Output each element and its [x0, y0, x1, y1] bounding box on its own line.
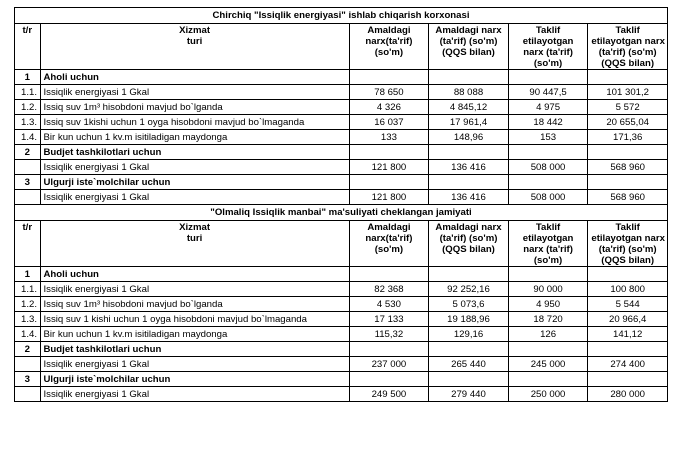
header-line: Xizmat: [179, 25, 211, 36]
row-service-name: Issiq suv 1kishi uchun 1 oyga hisobdoni mavjud bo`lmaganda: [40, 115, 349, 130]
section-name: Aholi uchun: [40, 70, 349, 85]
tariff-table: [14, 7, 668, 402]
header-line: (ta'rif) (so'm): [439, 36, 498, 47]
header-line: Taklif: [615, 222, 640, 233]
section-number: 1: [15, 70, 41, 85]
row-value: 171,36: [588, 130, 668, 145]
row-value: 17 133: [349, 312, 429, 327]
table-row: [15, 130, 668, 145]
row-service-name: Issiqlik energiyasi 1 Gkal: [40, 160, 349, 175]
row-value: 148,96: [429, 130, 509, 145]
row-index: 1.3.: [15, 312, 41, 327]
row-value: 129,16: [429, 327, 509, 342]
row-index: 1.3.: [15, 115, 41, 130]
empty-cell: [349, 175, 429, 190]
header-c5: [508, 221, 588, 267]
row-index: 1.1.: [15, 85, 41, 100]
header-line: narx(ta'rif): [365, 233, 413, 244]
row-value: 250 000: [508, 387, 588, 402]
empty-cell: [429, 175, 509, 190]
header-line: t/r: [22, 222, 33, 233]
table-title: "Olmaliq Issiqlik manbai" ma'suliyati cheklangan jamiyati: [15, 205, 668, 221]
row-value: 121 800: [349, 190, 429, 205]
header-service: [40, 221, 349, 267]
tariff-document: [14, 7, 668, 402]
header-line: (ta'rif) (so'm): [598, 47, 657, 58]
header-line: Amaldagi: [367, 25, 411, 36]
section-number: 2: [15, 342, 41, 357]
header-c6: [588, 24, 668, 70]
header-line: turi: [186, 36, 203, 47]
row-index: [15, 357, 41, 372]
row-index: 1.4.: [15, 130, 41, 145]
row-value: 141,12: [588, 327, 668, 342]
row-value: 18 720: [508, 312, 588, 327]
header-line: (so'm): [533, 255, 563, 266]
row-index: [15, 387, 41, 402]
header-line: Amaldagi: [367, 222, 411, 233]
row-service-name: Issiq suv 1m³ hisobdoni mavjud bo`lganda: [40, 297, 349, 312]
header-c5: [508, 24, 588, 70]
section-name: Aholi uchun: [40, 267, 349, 282]
row-value: 4 950: [508, 297, 588, 312]
empty-cell: [349, 145, 429, 160]
row-value: 508 000: [508, 190, 588, 205]
table-row: [15, 85, 668, 100]
section-number: 2: [15, 145, 41, 160]
row-value: 568 960: [588, 160, 668, 175]
row-value: 274 400: [588, 357, 668, 372]
empty-cell: [508, 267, 588, 282]
empty-cell: [508, 372, 588, 387]
empty-cell: [508, 342, 588, 357]
empty-cell: [429, 145, 509, 160]
row-value: 136 416: [429, 160, 509, 175]
row-service-name: Issiq suv 1m³ hisobdoni mavjud bo`lganda: [40, 100, 349, 115]
section-name: Ulgurji iste`molchilar uchun: [40, 175, 349, 190]
row-value: 5 544: [588, 297, 668, 312]
row-index: 1.2.: [15, 297, 41, 312]
header-line: Taklif: [535, 222, 561, 233]
row-value: 237 000: [349, 357, 429, 372]
section-number: 3: [15, 372, 41, 387]
row-value: 88 088: [429, 85, 509, 100]
row-value: 20 966,4: [588, 312, 668, 327]
header-line: Amaldagi narx: [435, 25, 502, 36]
header-service: [40, 24, 349, 70]
row-value: 17 961,4: [429, 115, 509, 130]
empty-cell: [349, 70, 429, 85]
row-value: 5 572: [588, 100, 668, 115]
header-line: t/r: [22, 25, 33, 36]
row-value: 82 368: [349, 282, 429, 297]
row-index: 1.2.: [15, 100, 41, 115]
row-value: 115,32: [349, 327, 429, 342]
table-row: [15, 190, 668, 205]
empty-cell: [588, 342, 668, 357]
row-value: 90 447,5: [508, 85, 588, 100]
column-header-row: [15, 24, 668, 70]
section-row: [15, 372, 668, 387]
header-line: (QQS bilan): [601, 255, 655, 266]
empty-cell: [429, 342, 509, 357]
table-row: [15, 357, 668, 372]
header-line: (QQS bilan): [442, 244, 495, 255]
column-header-row: [15, 221, 668, 267]
row-value: 78 650: [349, 85, 429, 100]
row-value: 19 188,96: [429, 312, 509, 327]
row-value: 249 500: [349, 387, 429, 402]
table-row: [15, 115, 668, 130]
table-row: [15, 327, 668, 342]
row-value: 4 530: [349, 297, 429, 312]
header-line: etilayotgan narx: [591, 36, 665, 47]
empty-cell: [588, 70, 668, 85]
row-index: 1.4.: [15, 327, 41, 342]
header-c4: [429, 221, 509, 267]
row-service-name: Bir kun uchun 1 kv.m isitiladigan maydonga: [40, 327, 349, 342]
row-value: 265 440: [429, 357, 509, 372]
row-service-name: Issiq suv 1 kishi uchun 1 oyga hisobdoni mavjud bo`lmaganda: [40, 312, 349, 327]
empty-cell: [349, 342, 429, 357]
header-tr: [15, 221, 41, 267]
table-row: [15, 282, 668, 297]
row-service-name: Bir kun uchun 1 kv.m isitiladigan maydonga: [40, 130, 349, 145]
row-value: 4 975: [508, 100, 588, 115]
header-c4: [429, 24, 509, 70]
row-service-name: Issiqlik energiyasi 1 Gkal: [40, 190, 349, 205]
header-c3: [349, 221, 429, 267]
empty-cell: [508, 145, 588, 160]
row-value: 20 655,04: [588, 115, 668, 130]
row-value: 136 416: [429, 190, 509, 205]
row-value: 121 800: [349, 160, 429, 175]
row-value: 16 037: [349, 115, 429, 130]
header-tr: [15, 24, 41, 70]
header-line: narx (ta'rif): [523, 47, 573, 58]
row-value: 90 000: [508, 282, 588, 297]
header-line: etilayotgan: [522, 36, 574, 47]
empty-cell: [508, 175, 588, 190]
row-value: 280 000: [588, 387, 668, 402]
row-value: 18 442: [508, 115, 588, 130]
row-value: 245 000: [508, 357, 588, 372]
empty-cell: [588, 267, 668, 282]
section-number: 3: [15, 175, 41, 190]
row-service-name: Issiqlik energiyasi 1 Gkal: [40, 387, 349, 402]
header-c3: [349, 24, 429, 70]
empty-cell: [429, 372, 509, 387]
table-row: [15, 387, 668, 402]
header-line: (so'm): [374, 244, 404, 255]
section-number: 1: [15, 267, 41, 282]
row-value: 133: [349, 130, 429, 145]
row-index: 1.1.: [15, 282, 41, 297]
section-name: Budjet tashkilotlari uchun: [40, 342, 349, 357]
header-c6: [588, 221, 668, 267]
row-value: 4 845,12: [429, 100, 509, 115]
header-line: narx(ta'rif): [365, 36, 413, 47]
row-value: 92 252,16: [429, 282, 509, 297]
empty-cell: [508, 70, 588, 85]
section-row: [15, 145, 668, 160]
header-line: etilayotgan: [522, 233, 574, 244]
empty-cell: [429, 70, 509, 85]
row-service-name: Issiqlik energiyasi 1 Gkal: [40, 85, 349, 100]
empty-cell: [349, 372, 429, 387]
section-row: [15, 342, 668, 357]
table-title-row: [15, 205, 668, 221]
table-title: Chirchiq "Issiqlik energiyasi" ishlab chiqarish korxonasi: [15, 8, 668, 24]
section-row: [15, 267, 668, 282]
header-line: Taklif: [615, 25, 640, 36]
row-index: [15, 160, 41, 175]
row-value: 508 000: [508, 160, 588, 175]
header-line: (QQS bilan): [442, 47, 495, 58]
header-line: turi: [186, 233, 203, 244]
header-line: (so'm): [374, 47, 404, 58]
row-value: 100 800: [588, 282, 668, 297]
header-line: etilayotgan narx: [591, 233, 665, 244]
header-line: (so'm): [533, 58, 563, 69]
table-row: [15, 297, 668, 312]
row-value: 279 440: [429, 387, 509, 402]
empty-cell: [588, 175, 668, 190]
empty-cell: [349, 267, 429, 282]
header-line: Xizmat: [179, 222, 211, 233]
table-title-row: [15, 8, 668, 24]
table-row: [15, 312, 668, 327]
section-row: [15, 70, 668, 85]
row-service-name: Issiqlik energiyasi 1 Gkal: [40, 357, 349, 372]
row-value: 4 326: [349, 100, 429, 115]
section-name: Ulgurji iste`molchilar uchun: [40, 372, 349, 387]
row-value: 153: [508, 130, 588, 145]
section-name: Budjet tashkilotlari uchun: [40, 145, 349, 160]
row-service-name: Issiqlik energiyasi 1 Gkal: [40, 282, 349, 297]
table-row: [15, 160, 668, 175]
header-line: narx (ta'rif): [523, 244, 573, 255]
section-row: [15, 175, 668, 190]
header-line: Taklif: [535, 25, 561, 36]
row-index: [15, 190, 41, 205]
empty-cell: [429, 267, 509, 282]
table-row: [15, 100, 668, 115]
empty-cell: [588, 145, 668, 160]
row-value: 5 073,6: [429, 297, 509, 312]
header-line: (ta'rif) (so'm): [598, 244, 657, 255]
header-line: (ta'rif) (so'm): [439, 233, 498, 244]
row-value: 126: [508, 327, 588, 342]
header-line: Amaldagi narx: [435, 222, 502, 233]
empty-cell: [588, 372, 668, 387]
row-value: 568 960: [588, 190, 668, 205]
header-line: (QQS bilan): [601, 58, 655, 69]
row-value: 101 301,2: [588, 85, 668, 100]
